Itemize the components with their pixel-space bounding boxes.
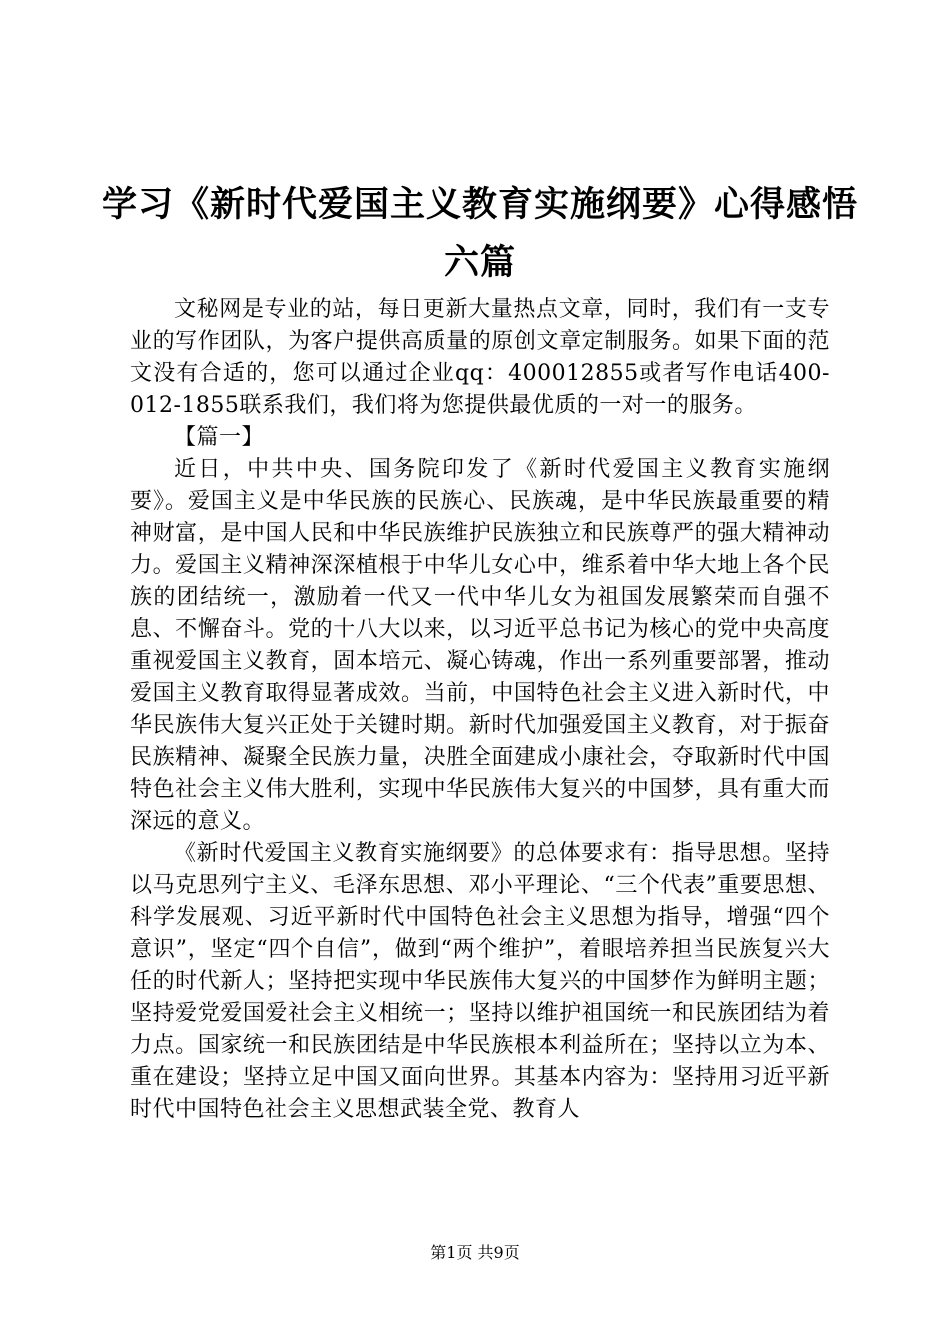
intro-paragraph: 文秘网是专业的站，每日更新大量热点文章，同时，我们有一支专业的写作团队，为客户提供高质量的原创文章定制服务。如果下面的范文没有合适的，您可以通过企业qq：400012855或者写作电话400-012-1855联系我们，我们将为您提供最优质的一对一的服务。 — [130, 297, 830, 418]
section-heading: 【篇一】 — [174, 425, 265, 450]
body-paragraph: 《新时代爱国主义教育实施纲要》的总体要求有：指导思想。坚持以马克思列宁主义、毛泽东思想、邓小平理论、“三个代表”重要思想、科学发展观、习近平新时代中国特色社会主义思想为指导，增强“四个意识”，坚定“四个自信”，做到“两个维护”，着眼培养担当民族复兴大任的时代新人；坚持把实现中华民族伟大复兴的中国梦作为鲜明主题；坚持爱党爱国爱社会主义相统一；坚持以维护祖国统一和民族团结为着力点。国家统一和民族团结是中华民族根本利益所在；坚持以立为本、重在建设；坚持立足中国又面向世界。其基本内容为：坚持用习近平新时代中国特色社会主义思想武装全党、教育人 — [130, 841, 830, 1122]
document-body — [130, 294, 830, 1126]
page-number: 第1页 共9页 — [430, 1243, 520, 1262]
document-title: 学习《新时代爱国主义教育实施纲要》心得感悟六篇 — [101, 184, 858, 283]
body-paragraph: 近日，中共中央、国务院印发了《新时代爱国主义教育实施纲要》。爱国主义是中华民族的民族心、民族魂，是中华民族最重要的精神财富，是中国人民和中华民族维护民族独立和民族尊严的强大精神动力。爱国主义精神深深植根于中华儿女心中，维系着中华大地上各个民族的团结统一，激励着一代又一代中华儿女为祖国发展繁荣而自强不息、不懈奋斗。党的十八大以来，以习近平总书记为核心的党中央高度重视爱国主义教育，固本培元、凝心铸魂，作出一系列重要部署，推动爱国主义教育取得显著成效。当前，中国特色社会主义进入新时代，中华民族伟大复兴正处于关键时期。新时代加强爱国主义教育，对于振奋民族精神、凝聚全民族力量，决胜全面建成小康社会，夺取新时代中国特色社会主义伟大胜利，实现中华民族伟大复兴的中国梦，具有重大而深远的意义。 — [130, 457, 830, 834]
